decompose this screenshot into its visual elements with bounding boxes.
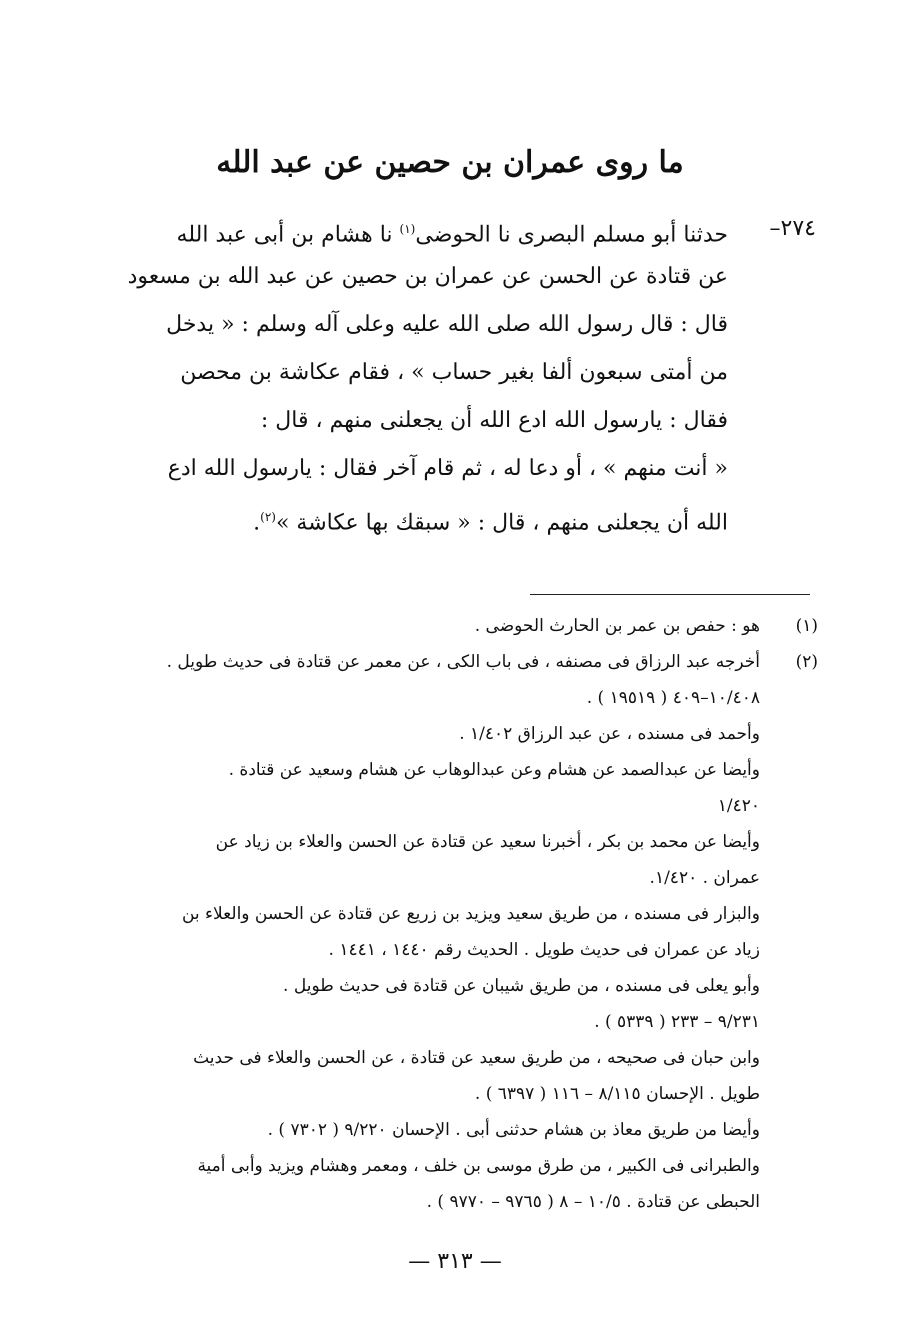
footnote-line: ٩/٢٣١ – ٢٣٣ ( ٥٣٣٩ ) . xyxy=(594,1012,760,1032)
footnote-divider xyxy=(530,594,810,595)
hadith-line-text: حدثنا أبو مسلم البصرى نا الحوضى xyxy=(415,222,728,248)
footnote-line: وأحمد فى مسنده ، عن عبد الرزاق ١/٤٠٢ . xyxy=(459,724,760,744)
hadith-line: قال : قال رسول الله صلى الله عليه وعلى آله وسلم : « يدخل xyxy=(166,312,728,337)
footnote-line: والبزار فى مسنده ، من طريق سعيد ويزيد بن زريع عن قتادة عن الحسن والعلاء بن xyxy=(181,904,760,924)
footnote-line: هو : حفص بن عمر بن الحارث الحوضى . xyxy=(474,616,760,636)
hadith-line xyxy=(177,205,728,253)
footnote-line: طويل . الإحسان ٨/١١٥ – ١١٦ ( ٦٣٩٧ ) . xyxy=(474,1084,760,1104)
footnote-line: والطبرانى فى الكبير ، من طرق موسى بن خلف ، ومعمر وهشام ويزيد وأبى أمية xyxy=(197,1156,760,1176)
hadith-line: عن قتادة عن الحسن عن عمران بن حصين عن عبد الله بن مسعود xyxy=(127,264,728,289)
footnote-line: أخرجه عبد الرزاق فى مصنفه ، فى باب الكى ، عن معمر عن قتادة فى حديث طويل . xyxy=(166,652,760,672)
footnote-number-2: (٢) xyxy=(795,652,818,672)
footnote-line: عمران . ١/٤٢٠. xyxy=(649,868,760,888)
footnote-line: ١٠/٤٠٨–٤٠٩ ( ١٩٥١٩ ) . xyxy=(586,688,760,708)
footnote-line: وأيضا عن عبدالصمد عن هشام وعن عبدالوهاب عن هشام وسعيد عن قتادة . xyxy=(228,760,760,780)
footnote-line: وأبو يعلى فى مسنده ، من طريق شيبان عن قتادة فى حديث طويل . xyxy=(283,976,760,996)
hadith-line-text: نا هشام بن أبى عبد الله xyxy=(176,222,400,248)
page-title: ما روى عمران بن حصين عن عبد الله xyxy=(216,145,684,180)
footnote-line: ١/٤٢٠ xyxy=(717,796,760,816)
hadith-line: « أنت منهم » ، أو دعا له ، ثم قام آخر فقال : يارسول الله ادع xyxy=(167,456,728,481)
footnote-line: وابن حبان فى صحيحه ، من طريق سعيد عن قتادة ، عن الحسن والعلاء فى حديث xyxy=(193,1048,760,1068)
footnote-line: وأيضا عن محمد بن بكر ، أخبرنا سعيد عن قتادة عن الحسن والعلاء بن زياد عن xyxy=(215,832,760,852)
hadith-end-dot: . xyxy=(253,510,261,536)
footnote-ref-1[interactable]: (١) xyxy=(399,222,416,236)
footnote-line: وأيضا من طريق معاذ بن هشام حدثنى أبى . الإحسان ٩/٢٢٠ ( ٧٣٠٢ ) . xyxy=(267,1120,760,1140)
footnote-ref-2[interactable]: (٢) xyxy=(260,510,276,524)
footnote-line: الحبطى عن قتادة . ١٠/٥ – ٨ ( ٩٧٦٥ – ٩٧٧٠ ) . xyxy=(426,1192,760,1212)
footnote-line: زياد عن عمران فى حديث طويل . الحديث رقم ١٤٤٠ ، ١٤٤١ . xyxy=(328,940,760,960)
hadith-line: فقال : يارسول الله ادع الله أن يجعلنى منهم ، قال : xyxy=(260,408,728,433)
page-number: — ٣١٣ — xyxy=(408,1249,502,1274)
footnote-number-1: (١) xyxy=(795,616,818,636)
hadith-line xyxy=(253,493,728,541)
hadith-line: من أمتى سبعون ألفا بغير حساب » ، فقام عكاشة بن محصن xyxy=(180,360,728,385)
hadith-line-text: الله أن يجعلنى منهم ، قال : « سبقك بها عكاشة » xyxy=(275,510,728,536)
hadith-number: ٢٧٤– xyxy=(769,216,816,241)
